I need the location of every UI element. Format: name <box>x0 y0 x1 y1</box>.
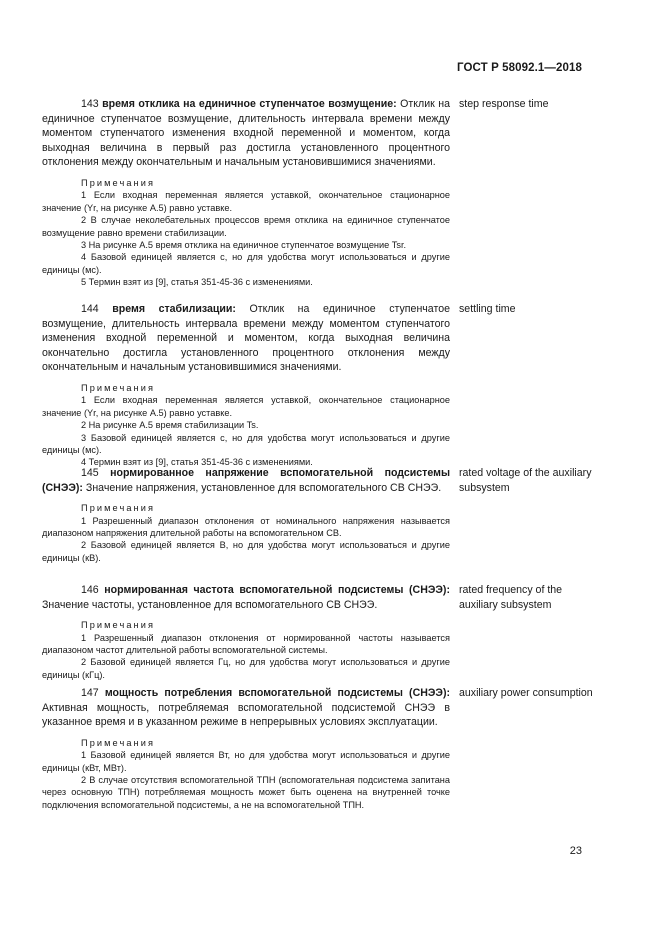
term-entry-143 <box>42 97 593 289</box>
english-equivalent: rated frequency of the auxiliary subsystem <box>459 584 563 611</box>
page-number: 23 <box>569 845 582 857</box>
notes-heading: Примечания <box>81 503 156 514</box>
term-entry-144 <box>42 302 593 469</box>
note-item: 3 Базовой единицей является с, но для удобства могут использоваться и другие единицы (мс). <box>42 432 450 455</box>
term-number: 143 <box>81 98 99 110</box>
note-item: 2 Базовой единицей является В, но для удобства могут использоваться и другие единицы (кВ). <box>42 540 450 563</box>
notes-heading: Примечания <box>81 382 156 393</box>
notes-heading: Примечания <box>81 620 156 631</box>
english-equivalent: settling time <box>459 303 516 315</box>
note-item: 2 На рисунке А.5 время стабилизации Ts. <box>81 420 259 431</box>
term-definition-block <box>42 302 450 375</box>
notes-block <box>42 177 450 289</box>
note-item: 2 Базовой единицей является Гц, но для удобства могут использоваться и другие единицы (кГц). <box>42 657 450 680</box>
note-item: 2 В случае неколебательных процессов время отклика на единичное ступенчатое возмущение равно времени стабилизации. <box>42 215 450 238</box>
term-name: время стабилизации: <box>112 303 236 315</box>
term-entry-147 <box>42 686 593 811</box>
note-item: 2 В случае отсутствия вспомогательной ТПН (вспомогательная подсистема запитана через основную ТПН) потребляемая мощность может быть оценена на внутренней точке подключения вспомогательной подсистемы, а не на вспомогательной ТПН. <box>42 775 450 810</box>
document-header: ГОСТ Р 58092.1—2018 <box>457 62 582 74</box>
term-name: нормированное напряжение вспомогательной подсистемы (СНЭЭ): <box>42 467 450 494</box>
notes-heading: Примечания <box>81 737 156 748</box>
term-number: 145 <box>81 467 99 479</box>
term-entry-146 <box>42 583 593 681</box>
term-number: 146 <box>81 584 99 596</box>
note-item: 5 Термин взят из [9], статья 351-45-36 с изменениями. <box>81 277 313 288</box>
term-number: 147 <box>81 687 99 699</box>
term-definition: Значение напряжения, установленное для вспомогательного СВ СНЭЭ. <box>85 481 442 494</box>
term-definition: Отклик на единичное ступенчатое возмущение, длительность интервала времени между моментом ступенчатого изменения входной переменной и моментом, когда выходная величина в первый раз достигла установленного процентного отклонения между окончательным и начальным установившимися значениями. <box>42 98 450 169</box>
note-item: 4 Базовой единицей является с, но для удобства могут использоваться и другие единицы (мс). <box>42 252 450 275</box>
notes-block <box>42 382 450 469</box>
note-item: 1 Если входная переменная является уставкой, окончательное стационарное значение (Yr, на рисунке А.5) равно уставке. <box>42 190 450 213</box>
term-definition: Значение частоты, установленное для вспомогательного СВ СНЭЭ. <box>42 598 378 611</box>
term-definition-block <box>42 686 450 730</box>
term-entry-145 <box>42 466 593 564</box>
note-item: 1 Базовой единицей является Вт, но для удобства могут использоваться и другие единицы (кВт, МВт). <box>42 750 450 773</box>
notes-block <box>42 502 450 564</box>
term-definition-block <box>42 583 450 612</box>
note-item: 1 Если входная переменная является уставкой, окончательное стационарное значение (Yr, на рисунке А.5) равно уставке. <box>42 395 450 418</box>
note-item: 4 Термин взят из [9], статья 351-45-36 с изменениями. <box>81 457 313 468</box>
notes-heading: Примечания <box>81 177 156 188</box>
english-equivalent: step response time <box>459 98 549 110</box>
term-number: 144 <box>81 303 99 315</box>
notes-block <box>42 737 450 811</box>
english-equivalent: rated voltage of the auxiliary subsystem <box>459 467 592 494</box>
note-item: 1 Разрешенный диапазон отклонения от номинального напряжения называется диапазоном напряжения длительной работы на вспомогательном СВ. <box>42 515 450 538</box>
term-name: нормированная частота вспомогательной подсистемы (СНЭЭ): <box>104 584 450 596</box>
english-equivalent: auxiliary power consumption <box>459 687 593 699</box>
note-item: 3 На рисунке А.5 время отклика на единичное ступенчатое возмущение Tsr. <box>81 240 407 250</box>
term-definition: Активная мощность, потребляемая вспомогательной подсистемой СНЭЭ в указанное время и в указанном режиме в непрерывных условиях эксплуатации. <box>42 701 450 729</box>
note-item: 1 Разрешенный диапазон отклонения от нормированной частоты называется диапазоном частот длительной работы вспомогательной системы. <box>42 632 450 655</box>
notes-block <box>42 619 450 681</box>
term-definition-block <box>42 97 450 170</box>
term-name: время отклика на единичное ступенчатое возмущение: <box>102 98 397 110</box>
term-name: мощность потребления вспомогательной подсистемы (СНЭЭ): <box>104 687 450 699</box>
term-definition: Отклик на единичное ступенчатое возмущение, длительность интервала времени между моментом ступенчатого изменения входной переменной и моментом, когда выходная величина окончательно достигла установленного процентного отклонения между окончательным и начальным установившимися значениями. <box>42 303 450 374</box>
term-definition-block <box>42 466 450 495</box>
